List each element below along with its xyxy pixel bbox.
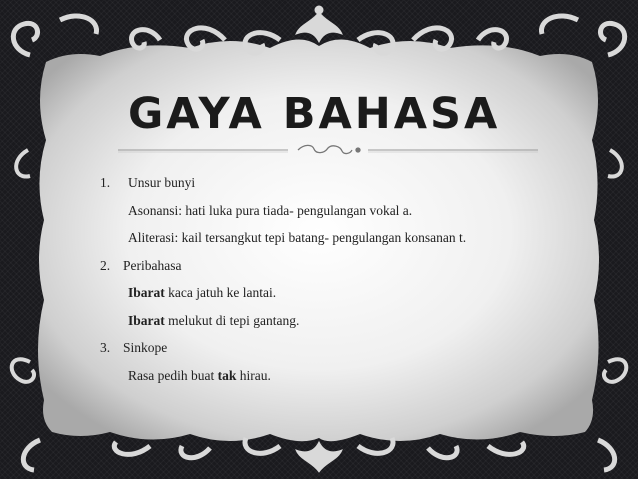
slide-title: GAYA BAHASA	[128, 89, 501, 139]
text-span: Asonansi:	[128, 202, 186, 218]
list-heading: Unsur bunyi	[128, 175, 196, 190]
list-subline	[128, 312, 299, 330]
list-subline	[128, 284, 276, 302]
list-subline	[128, 229, 466, 247]
list-number: 3.	[100, 340, 111, 355]
text-span: hati luka pura tiada	[185, 202, 290, 218]
bold-text: Ibarat	[128, 285, 165, 300]
list-subline	[128, 202, 412, 220]
list-number: 1.	[100, 175, 111, 190]
text-span: kaca jatuh ke lantai.	[164, 285, 277, 300]
text-span: - pengulangan vokal a.	[289, 202, 413, 218]
list-heading: Sinkope	[123, 340, 168, 355]
text-span: hirau.	[236, 367, 271, 383]
list-subline	[128, 367, 271, 385]
text-span: Rasa pedih buat	[128, 367, 218, 383]
text-span: Aliterasi: kail tersangkut tepi batang	[128, 230, 325, 245]
list-number: 2.	[100, 257, 111, 273]
text-span: melukut di tepi gantang.	[164, 312, 300, 328]
bold-text: tak	[217, 367, 237, 383]
list-heading: Peribahasa	[123, 257, 182, 273]
text-span: - pengulangan konsanan t.	[324, 230, 467, 245]
bold-text: Ibarat	[128, 312, 165, 328]
